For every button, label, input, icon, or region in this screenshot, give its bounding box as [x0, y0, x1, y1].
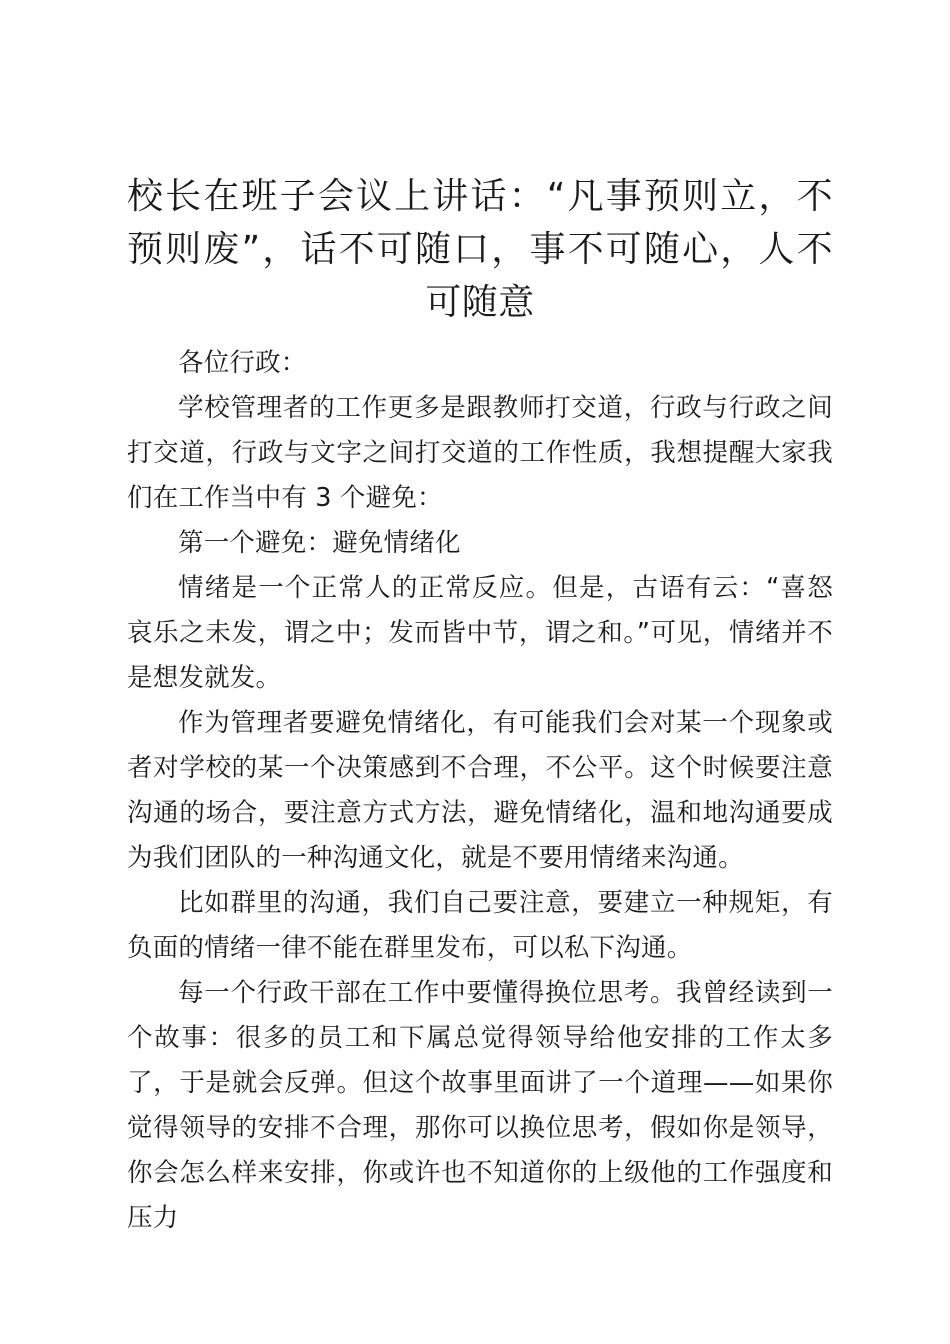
document-title: 校长在班子会议上讲话：“凡事预则立，不预则废”，话不可随口，事不可随心，人不可随意 — [127, 176, 833, 323]
paragraph-salutation: 各位行政： — [178, 348, 307, 378]
paragraph-manager: 作为管理者要避免情绪化，有可能我们会对某一个现象或者对学校的某一个决策感到不合理，不公平。这个时候要注意沟通的场合，要注意方式方法，避免情绪化，温和地沟通要成为我们团队的一种沟通文化，就是不要用情绪来沟通。 — [127, 708, 833, 873]
paragraph-intro: 学校管理者的工作更多是跟教师打交道，行政与行政之间打交道，行政与文字之间打交道的工作性质，我想提醒大家我们在工作当中有 3 个避免： — [127, 393, 833, 513]
section-heading-first-avoidance: 第一个避免：避免情绪化 — [178, 528, 461, 558]
document-page — [127, 170, 833, 1241]
paragraph-emotion: 情绪是一个正常人的正常反应。但是，古语有云：“喜怒哀乐之未发，谓之中；发而皆中节，谓之和。”可见，情绪并不是想发就发。 — [127, 573, 833, 693]
paragraph-perspective: 每一个行政干部在工作中要懂得换位思考。我曾经读到一个故事：很多的员工和下属总觉得领导给他安排的工作太多了，于是就会反弹。但这个故事里面讲了一个道理——如果你觉得领导的安排不合理，那你可以换位思考，假如你是领导，你会怎么样来安排，你或许也不知道你的上级他的工作强度和压力 — [127, 978, 833, 1233]
paragraph-group-chat: 比如群里的沟通，我们自己要注意，要建立一种规矩，有负面的情绪一律不能在群里发布，可以私下沟通。 — [127, 888, 833, 963]
